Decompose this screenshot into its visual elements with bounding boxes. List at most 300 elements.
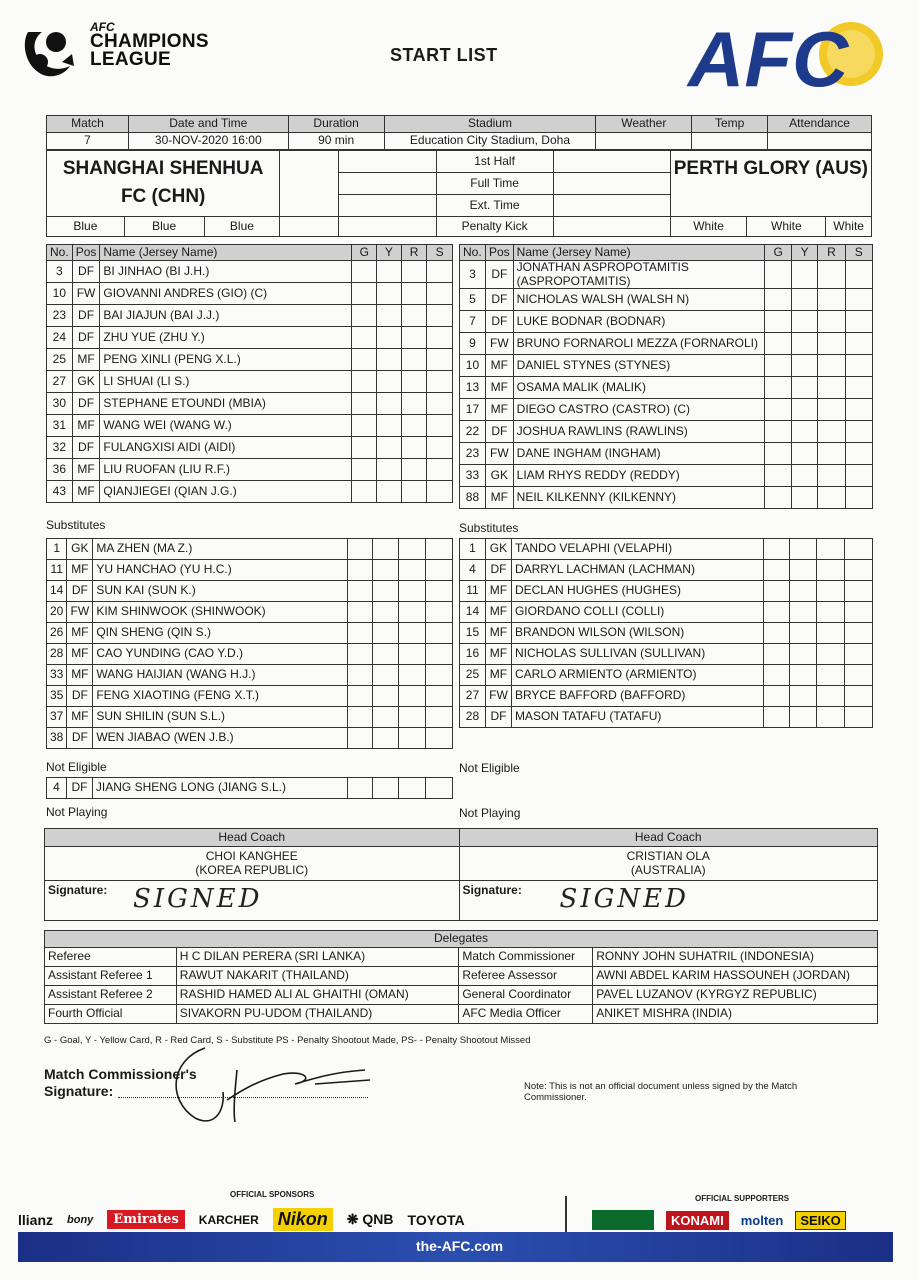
delegates-body: [45, 948, 878, 1024]
home-not-eligible-body: [47, 778, 453, 799]
player-row: [47, 261, 453, 283]
acl-wordmark: [90, 22, 209, 69]
player-name: SUN KAI (SUN K.): [93, 581, 347, 602]
player-position: FW: [485, 443, 513, 465]
player-position: MF: [485, 623, 511, 644]
player-row: [460, 355, 873, 377]
player-name: MASON TATAFU (TATAFU): [511, 707, 763, 728]
match-temp: [692, 133, 768, 150]
player-position: MF: [67, 665, 93, 686]
goal-cell: [763, 602, 790, 623]
away-starters-body: [460, 261, 873, 509]
acl-logo: [18, 14, 228, 94]
sub-cell: [427, 437, 453, 459]
red-cell: [401, 261, 427, 283]
red-cell: [401, 371, 427, 393]
sub-cell: [845, 465, 872, 487]
match-stadium: Education City Stadium, Doha: [384, 133, 596, 150]
red-cell: [817, 560, 845, 581]
red-cell: [401, 415, 427, 437]
player-row: [460, 465, 873, 487]
player-name: SUN SHILIN (SUN S.L.): [93, 707, 347, 728]
player-name: [513, 261, 765, 289]
sponsor-karcher: KARCHER: [198, 1212, 259, 1227]
red-cell: [818, 311, 845, 333]
sub-cell: [427, 283, 453, 305]
sub-cell: [845, 686, 873, 707]
player-name: CARLO ARMIENTO (ARMIENTO): [511, 665, 763, 686]
player-row: [460, 602, 873, 623]
label-temp: Temp: [692, 116, 768, 133]
supporter-logo-1: [592, 1210, 654, 1230]
sub-cell: [427, 481, 453, 503]
home-coach-country: (KOREA REPUBLIC): [195, 862, 309, 877]
goal-cell: [765, 311, 791, 333]
player-row: [460, 261, 873, 289]
red-cell: [817, 602, 845, 623]
sub-cell: [426, 539, 453, 560]
player-position: DF: [72, 261, 100, 283]
delegate-name: SIVAKORN PU-UDOM (THAILAND): [176, 1005, 459, 1024]
player-number: 37: [47, 707, 67, 728]
sub-cell: [845, 355, 872, 377]
player-position: DF: [485, 707, 511, 728]
player-name: QIANJIEGEI (QIAN J.G.): [100, 481, 352, 503]
player-position: MF: [485, 644, 511, 665]
player-number: 25: [47, 349, 73, 371]
player-name: FULANGXISI AIDI (AIDI): [100, 437, 352, 459]
player-name: BAI JIAJUN (BAI J.J.): [100, 305, 352, 327]
player-position: MF: [72, 415, 100, 437]
home-signature-cell: [45, 881, 460, 921]
goal-cell: [765, 261, 791, 289]
player-position: MF: [67, 560, 93, 581]
player-position: MF: [67, 707, 93, 728]
goal-cell: [352, 305, 377, 327]
yellow-cell: [790, 560, 817, 581]
goal-cell: [763, 644, 790, 665]
coaches-table: [44, 828, 878, 921]
page-title: START LIST: [390, 45, 498, 65]
label-stadium: Stadium: [384, 116, 596, 133]
red-cell: [817, 623, 845, 644]
delegate-name: ANIKET MISHRA (INDIA): [593, 1005, 878, 1024]
red-cell: [818, 487, 845, 509]
afc-logo: [686, 14, 886, 94]
goal-cell: [352, 393, 377, 415]
player-name: BRUNO FORNAROLI MEZZA (FORNAROLI): [513, 333, 765, 355]
away-kit-1: White: [670, 217, 747, 237]
player-position: DF: [485, 560, 511, 581]
home-coach-name: CHOI KANGHEE: [205, 849, 298, 864]
player-number: 28: [47, 644, 67, 665]
player-name-line2: (ASPROPOTAMITIS): [516, 273, 631, 288]
player-row: [460, 539, 873, 560]
sub-cell: [427, 415, 453, 437]
sub-cell: [845, 421, 872, 443]
goal-cell: [352, 459, 377, 481]
red-cell: [818, 399, 845, 421]
official-sponsors-label: OFFICIAL SPONSORS: [230, 1190, 315, 1199]
yellow-cell: [790, 623, 817, 644]
sub-cell: [845, 665, 873, 686]
player-row: [47, 602, 453, 623]
delegate-row: [45, 986, 878, 1005]
player-row: [460, 443, 873, 465]
red-cell: [399, 686, 426, 707]
goal-cell: [765, 333, 791, 355]
delegate-row: [45, 948, 878, 967]
sub-cell: [845, 602, 873, 623]
commissioner-signature-scrawl: [165, 1040, 380, 1130]
home-team-name-line1: SHANGHAI SHENHUA: [62, 158, 264, 179]
home-kit-2: Blue: [124, 217, 204, 237]
sub-cell: [845, 487, 872, 509]
player-name: OSAMA MALIK (MALIK): [513, 377, 765, 399]
delegate-name: RAWUT NAKARIT (THAILAND): [176, 967, 459, 986]
player-row: [460, 686, 873, 707]
goal-cell: [765, 465, 791, 487]
player-name: BI JINHAO (BI J.H.): [100, 261, 352, 283]
away-col-pos: Pos: [485, 245, 513, 261]
yellow-cell: [791, 261, 817, 289]
away-coach-name: CRISTIAN OLA: [626, 849, 710, 864]
yellow-cell: [791, 333, 817, 355]
player-row: [47, 665, 453, 686]
red-cell: [818, 289, 845, 311]
goal-cell: [763, 665, 790, 686]
goal-cell: [763, 560, 790, 581]
player-position: MF: [485, 399, 513, 421]
sub-cell: [427, 459, 453, 481]
player-position: MF: [485, 602, 511, 623]
red-cell: [817, 686, 845, 707]
home-score-col: [280, 151, 339, 217]
acl-star-ball-icon: [18, 14, 80, 86]
sponsor-divider: [565, 1196, 567, 1232]
player-name: PENG XINLI (PENG X.L.): [100, 349, 352, 371]
yellow-cell: [790, 665, 817, 686]
yellow-cell: [377, 481, 402, 503]
player-name: JOSHUA RAWLINS (RAWLINS): [513, 421, 765, 443]
player-number: 16: [460, 644, 486, 665]
match-info-table: [46, 115, 872, 150]
supporter-molten: molten: [740, 1212, 784, 1228]
goal-cell: [347, 686, 373, 707]
yellow-cell: [373, 623, 399, 644]
home-col-y: Y: [377, 245, 402, 261]
delegate-role: Fourth Official: [45, 1005, 177, 1024]
player-number: 43: [47, 481, 73, 503]
match-weather: [596, 133, 692, 150]
label-attendance: Attendance: [768, 116, 872, 133]
home-starters-body: [47, 261, 453, 503]
home-starters-table: [46, 244, 453, 503]
home-signature: SIGNED: [133, 884, 263, 914]
yellow-cell: [373, 644, 399, 665]
yellow-cell: [373, 539, 399, 560]
player-number: 10: [460, 355, 486, 377]
away-coach-country: (AUSTRALIA): [630, 862, 706, 877]
player-row: [460, 665, 873, 686]
delegate-role: AFC Media Officer: [459, 1005, 593, 1024]
yellow-cell: [373, 728, 399, 749]
player-name: TANDO VELAPHI (VELAPHI): [511, 539, 763, 560]
red-cell: [399, 602, 426, 623]
home-subs-label: Substitutes: [46, 518, 106, 532]
label-datetime: Date and Time: [128, 116, 288, 133]
sub-cell: [427, 261, 453, 283]
player-number: 20: [47, 602, 67, 623]
player-row: [47, 623, 453, 644]
yellow-cell: [790, 644, 817, 665]
player-number: 24: [47, 327, 73, 349]
sub-cell: [845, 333, 872, 355]
red-cell: [401, 349, 427, 371]
period-full-time: Full Time: [436, 173, 553, 195]
red-cell: [399, 623, 426, 644]
player-number: 1: [460, 539, 486, 560]
delegate-name: H C DILAN PERERA (SRI LANKA): [176, 948, 459, 967]
sub-cell: [426, 665, 453, 686]
home-pk-score: [338, 217, 436, 237]
sub-cell: [845, 560, 873, 581]
home-not-playing-label: Not Playing: [46, 805, 108, 819]
player-row: [47, 539, 453, 560]
official-sponsors-row: [18, 1208, 465, 1231]
player-position: MF: [485, 581, 511, 602]
player-number: 3: [460, 261, 486, 289]
yellow-cell: [373, 581, 399, 602]
delegate-role: General Coordinator: [459, 986, 593, 1005]
player-position: MF: [485, 377, 513, 399]
red-cell: [817, 707, 845, 728]
yellow-cell: [377, 393, 402, 415]
sub-cell: [845, 707, 873, 728]
player-name: DANIEL STYNES (STYNES): [513, 355, 765, 377]
sub-cell: [845, 399, 872, 421]
away-pk-score: [553, 217, 670, 237]
player-position: FW: [485, 333, 513, 355]
goal-cell: [765, 355, 791, 377]
away-subs-table: [459, 538, 873, 728]
player-row: [47, 393, 453, 415]
player-name: WANG WEI (WANG W.): [100, 415, 352, 437]
player-name: ZHU YUE (ZHU Y.): [100, 327, 352, 349]
sub-cell: [426, 560, 453, 581]
player-position: MF: [72, 481, 100, 503]
red-cell: [817, 539, 845, 560]
player-number: 11: [47, 560, 67, 581]
goal-cell: [765, 487, 791, 509]
player-name: WEN JIABAO (WEN J.B.): [93, 728, 347, 749]
player-name: BRYCE BAFFORD (BAFFORD): [511, 686, 763, 707]
goal-cell: [352, 349, 377, 371]
player-number: 25: [460, 665, 486, 686]
player-row: [460, 421, 873, 443]
delegate-role: Referee Assessor: [459, 967, 593, 986]
player-row: [460, 623, 873, 644]
sub-cell: [426, 602, 453, 623]
goal-cell: [352, 437, 377, 459]
goal-cell: [352, 327, 377, 349]
home-coach-label: Head Coach: [45, 829, 460, 847]
player-position: DF: [485, 421, 513, 443]
yellow-cell: [373, 778, 399, 799]
player-position: MF: [67, 644, 93, 665]
player-name: GIOVANNI ANDRES (GIO) (C): [100, 283, 352, 305]
delegate-role: Match Commissioner: [459, 948, 593, 967]
player-position: MF: [485, 487, 513, 509]
player-number: 10: [47, 283, 73, 305]
yellow-cell: [373, 560, 399, 581]
goal-cell: [352, 371, 377, 393]
player-name: LIU RUOFAN (LIU R.F.): [100, 459, 352, 481]
red-cell: [818, 355, 845, 377]
away-col-name: Name (Jersey Name): [513, 245, 765, 261]
red-cell: [401, 459, 427, 481]
delegate-row: [45, 1005, 878, 1024]
period-ext-time: Ext. Time: [436, 195, 553, 217]
yellow-cell: [791, 421, 817, 443]
delegate-role: Referee: [45, 948, 177, 967]
official-supporters-label: OFFICIAL SUPPORTERS: [695, 1194, 790, 1203]
home-col-pos: Pos: [72, 245, 100, 261]
delegate-name: AWNI ABDEL KARIM HASSOUNEH (JORDAN): [593, 967, 878, 986]
player-position: MF: [72, 349, 100, 371]
commissioner-label-2: Signature:: [44, 1083, 114, 1099]
player-number: 36: [47, 459, 73, 481]
player-name: NICHOLAS WALSH (WALSH N): [513, 289, 765, 311]
teams-header-table: [46, 150, 872, 237]
supporter-seiko: SEIKO: [795, 1211, 845, 1230]
player-name: GIORDANO COLLI (COLLI): [511, 602, 763, 623]
goal-cell: [347, 581, 373, 602]
goal-cell: [347, 778, 373, 799]
yellow-cell: [791, 289, 817, 311]
match-attendance: [768, 133, 872, 150]
player-position: DF: [66, 778, 92, 799]
goal-cell: [765, 399, 791, 421]
goal-cell: [352, 261, 377, 283]
red-cell: [399, 560, 426, 581]
goal-cell: [352, 481, 377, 503]
yellow-cell: [377, 349, 402, 371]
goal-cell: [347, 665, 373, 686]
player-name: WANG HAIJIAN (WANG H.J.): [93, 665, 347, 686]
label-match: Match: [47, 116, 129, 133]
label-weather: Weather: [596, 116, 692, 133]
player-row: [460, 289, 873, 311]
player-name: LI SHUAI (LI S.): [100, 371, 352, 393]
player-number: 28: [460, 707, 486, 728]
yellow-cell: [791, 399, 817, 421]
away-signature-cell: [459, 881, 877, 921]
sub-cell: [845, 644, 873, 665]
delegate-name: PAVEL LUZANOV (KYRGYZ REPUBLIC): [593, 986, 878, 1005]
away-period-score-1: [553, 151, 670, 173]
red-cell: [399, 644, 426, 665]
period-penalty-kick: Penalty Kick: [436, 217, 553, 237]
sub-cell: [845, 581, 873, 602]
player-number: 26: [47, 623, 67, 644]
player-name: CAO YUNDING (CAO Y.D.): [93, 644, 347, 665]
yellow-cell: [790, 539, 817, 560]
home-pk-col: [280, 217, 339, 237]
period-1st-half: 1st Half: [436, 151, 553, 173]
sub-cell: [426, 728, 453, 749]
sponsor-allianz: llianz: [18, 1211, 54, 1228]
goal-cell: [763, 539, 790, 560]
player-name: KIM SHINWOOK (SHINWOOK): [93, 602, 347, 623]
delegate-name: RASHID HAMED ALI AL GHAITHI (OMAN): [176, 986, 459, 1005]
red-cell: [401, 327, 427, 349]
home-period-score-1: [338, 151, 436, 173]
sub-cell: [845, 289, 872, 311]
yellow-cell: [377, 371, 402, 393]
player-position: DF: [67, 728, 93, 749]
yellow-cell: [791, 355, 817, 377]
footer-url[interactable]: the-AFC.com: [415, 1238, 504, 1254]
away-col-y: Y: [791, 245, 817, 261]
player-position: DF: [72, 437, 100, 459]
home-col-s: S: [427, 245, 453, 261]
sponsor-emirates: Emirates: [107, 1210, 184, 1229]
away-coach-label: Head Coach: [459, 829, 877, 847]
player-number: 15: [460, 623, 486, 644]
player-position: GK: [67, 539, 93, 560]
sub-cell: [426, 686, 453, 707]
player-name: YU HANCHAO (YU H.C.): [93, 560, 347, 581]
delegate-name: RONNY JOHN SUHATRIL (INDONESIA): [593, 948, 878, 967]
sponsor-qnb-label: QNB: [362, 1211, 394, 1227]
yellow-cell: [373, 665, 399, 686]
goal-cell: [763, 623, 790, 644]
player-position: GK: [485, 465, 513, 487]
away-signature: SIGNED: [559, 884, 689, 914]
player-row: [47, 415, 453, 437]
player-number: 33: [460, 465, 486, 487]
goal-cell: [763, 686, 790, 707]
red-cell: [401, 481, 427, 503]
away-not-eligible-label: Not Eligible: [459, 761, 520, 775]
home-kit-3: Blue: [204, 217, 280, 237]
player-row: [460, 560, 873, 581]
player-number: 30: [47, 393, 73, 415]
home-team-name-cell: [47, 151, 280, 217]
away-coach-cell: [459, 847, 877, 881]
red-cell: [817, 644, 845, 665]
sub-cell: [427, 371, 453, 393]
yellow-cell: [791, 487, 817, 509]
player-row: [460, 399, 873, 421]
player-row: [47, 459, 453, 481]
sponsor-toyota: TOYOTA: [407, 1211, 465, 1228]
home-col-r: R: [401, 245, 427, 261]
player-number: 4: [460, 560, 486, 581]
home-col-g: G: [352, 245, 377, 261]
home-not-eligible-table: [46, 777, 453, 799]
player-name: FENG XIAOTING (FENG X.T.): [93, 686, 347, 707]
yellow-cell: [373, 602, 399, 623]
red-cell: [818, 465, 845, 487]
player-row: [47, 305, 453, 327]
acl-line-afc: AFC: [90, 20, 115, 34]
home-period-score-3: [338, 195, 436, 217]
goal-cell: [765, 421, 791, 443]
red-cell: [399, 778, 426, 799]
player-number: 88: [460, 487, 486, 509]
